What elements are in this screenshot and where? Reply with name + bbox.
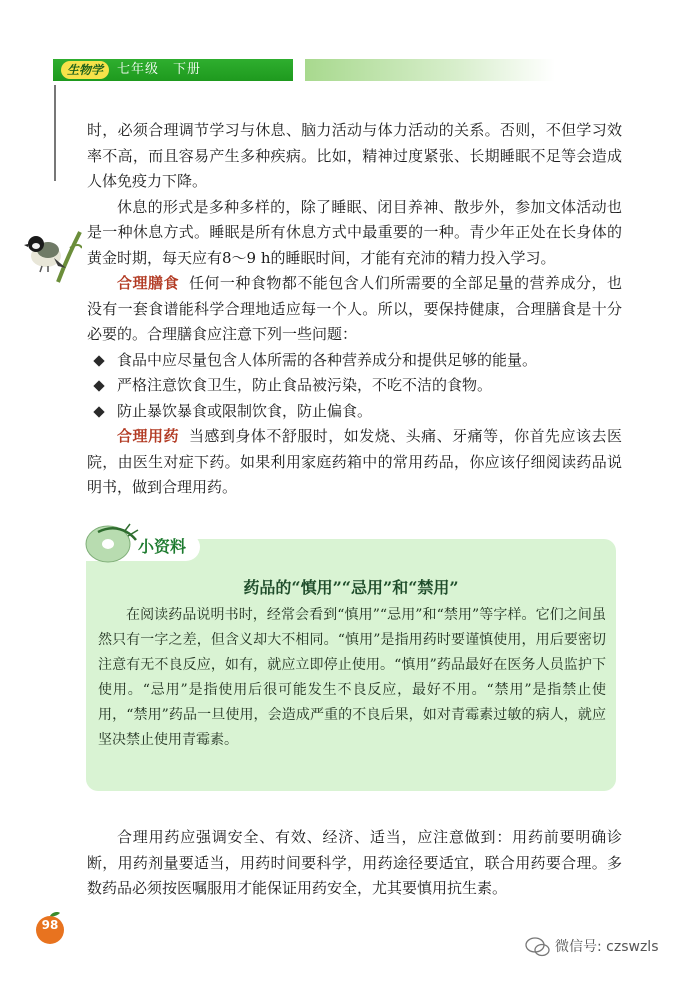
paragraph-rest: 时，必须合理调节学习与休息、脑力活动与体力活动的关系。否则，不但学习效率不高，而且容易产生多种疾病。比如，精神过度紧张、长期睡眠不足等会造成人体免疫力下降。 <box>87 121 622 190</box>
list-item: 严格注意饮食卫生，防止食品被污染，不吃不洁的食物。 <box>87 373 622 399</box>
disc-icon <box>84 516 146 566</box>
diet-text: 任何一种食物都不能包含人们所需要的全部足量的营养成分，也没有一套食谱能科学合理地适应每一个人。所以，要保持健康，合理膳食是十分必要的。合理膳食应注意下列一些问题： <box>87 274 622 343</box>
diet-keyword: 合理膳食 <box>117 274 179 292</box>
list-item: 防止暴饮暴食或限制饮食，防止偏食。 <box>87 399 622 425</box>
diet-bullet-list <box>87 348 622 425</box>
paragraph-diet <box>87 271 622 348</box>
info-box-text: 在阅读药品说明书时，经常会看到“慎用”“忌用”和“禁用”等字样。它们之间虽然只有一字之差，但含义却大不相同。“慎用”是指用药时要谨慎使用，用后要密切注意有无不良反应，如有，就应立即停止使用。“慎用”药品最好在医务人员监护下使用。“忌用”是指使用后很可能发生不良反应，最好不用。“禁用”是指禁止使用，“禁用”药品一旦使用，会造成严重的不良后果，如对青霉素过敏的病人，就应坚决禁止使用青霉素。 <box>98 607 606 748</box>
margin-divider <box>54 85 56 181</box>
wechat-icon <box>525 936 551 958</box>
paragraph-medicine <box>87 424 622 501</box>
list-item: 食品中应尽量包含人体所需的各种营养成分和提供足够的能量。 <box>87 348 622 374</box>
info-box-title: 药品的“慎用”“忌用”和“禁用” <box>243 578 459 597</box>
text-section-2 <box>87 825 622 902</box>
book-title: 七年级 下册 <box>117 62 202 77</box>
medicine-keyword: 合理用药 <box>117 427 179 445</box>
diamond-bullet-icon <box>93 355 104 366</box>
page-header <box>53 59 543 81</box>
diamond-bullet-icon <box>93 380 104 391</box>
paragraph-rest-forms: 休息的形式是多种多样的，除了睡眠、闭目养神、散步外，参加文体活动也是一种休息方式。睡眠是所有休息方式中最重要的一种。青少年正处在长身体的黄金时期，每天应有8～9 h的睡眠时间，才能有充沛的精力投入学习。 <box>87 197 622 267</box>
diamond-bullet-icon <box>93 406 104 417</box>
page-number: 98 <box>41 918 59 932</box>
book-logo: 生物学 <box>61 61 109 79</box>
text-section-1 <box>87 118 622 501</box>
paragraph-medicine-rules: 合理用药应强调安全、有效、经济、适当，应注意做到：用药前要明确诊断，用药剂量要适当，用药时间要科学，用药途径要适宜，联合用药要合理。多数药品必须按医嘱服用才能保证用药安全，尤其要慎用抗生素。 <box>87 828 622 897</box>
bird-illustration <box>24 222 82 284</box>
header-gradient-bar <box>305 59 555 81</box>
watermark: 微信号: czswzls <box>555 939 659 955</box>
info-box-tab: 小资料 <box>86 533 200 561</box>
info-box-body <box>98 603 606 753</box>
medicine-text: 当感到身体不舒服时，如发烧、头痛、牙痛等，你首先应该去医院，由医生对症下药。如果利用家庭药箱中的常用药品，你应该仔细阅读药品说明书，做到合理用药。 <box>87 427 622 496</box>
